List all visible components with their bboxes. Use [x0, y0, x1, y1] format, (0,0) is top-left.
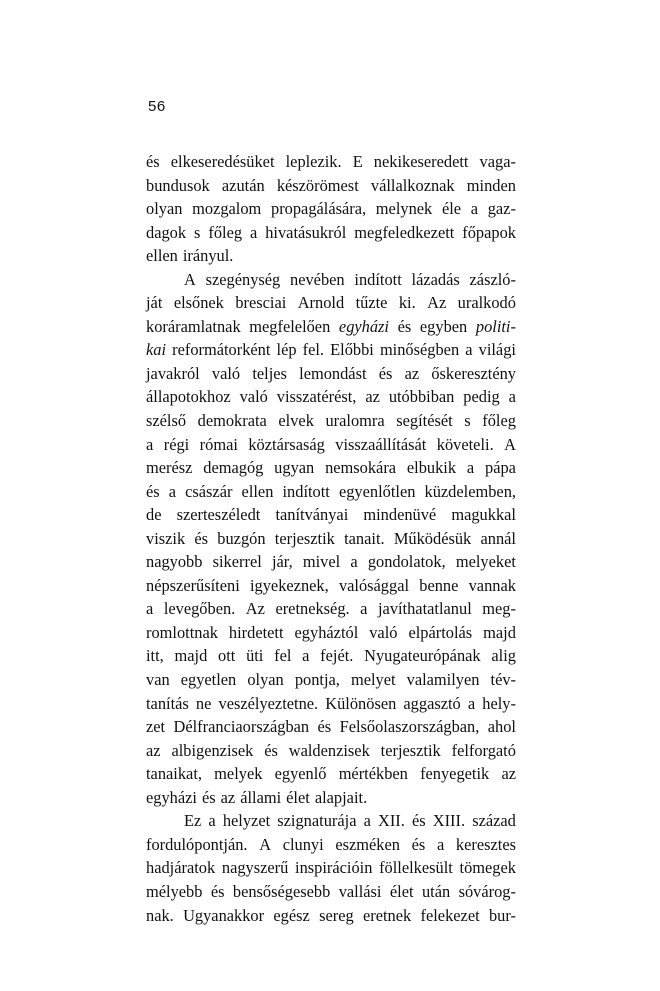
word: tév- — [490, 670, 516, 690]
body-text — [146, 150, 516, 927]
word: őskeresztény — [431, 363, 516, 383]
word: terjesztik — [380, 740, 441, 760]
word: való — [239, 387, 268, 407]
word: fel — [274, 646, 292, 666]
word: és — [264, 740, 278, 760]
word: javíthatatlanul — [377, 599, 472, 619]
word: van — [146, 670, 170, 690]
word: régi — [163, 434, 190, 454]
word: felforgató — [451, 740, 516, 760]
word: waldenzisek — [288, 740, 370, 760]
word: XIII. — [432, 811, 466, 831]
word: felekezet — [420, 905, 480, 925]
word: elvek — [278, 411, 314, 431]
word: alig — [491, 646, 516, 666]
word: clunyi — [282, 834, 324, 854]
word: viszik — [146, 528, 186, 548]
text-line — [146, 197, 516, 221]
word: üti — [246, 646, 264, 666]
word: Felsőolaszországban, — [339, 717, 480, 737]
word: küzdelemben, — [424, 481, 516, 501]
word: melyek — [214, 764, 263, 784]
text-line — [146, 338, 516, 362]
word: a — [436, 834, 445, 854]
text-line — [146, 456, 516, 480]
word: ahol — [487, 717, 516, 737]
word: zet — [146, 717, 166, 737]
word: A — [259, 834, 272, 854]
word: és — [201, 787, 216, 807]
word: nagyszerű — [221, 858, 289, 878]
word: lép — [276, 340, 297, 360]
word: buzgón — [217, 528, 266, 548]
word: melyeket — [455, 552, 516, 572]
word: pontja, — [294, 670, 340, 690]
word: kai — [146, 340, 167, 360]
word: tanítás — [146, 693, 189, 713]
word: nagyobb — [146, 552, 203, 572]
word: jár, — [271, 552, 293, 572]
word: Működésük — [393, 528, 472, 548]
word: megfeledkezett — [354, 222, 455, 242]
text-line — [146, 597, 516, 621]
word: bur- — [488, 905, 516, 925]
word: tanaikat, — [146, 764, 202, 784]
word: aggasztó — [403, 693, 461, 713]
word: inspirációin — [295, 858, 373, 878]
word: és — [411, 811, 426, 831]
word: hivatásukról — [265, 222, 347, 242]
word: elbukik — [406, 458, 457, 478]
word: lázadás — [411, 269, 460, 289]
word: Délfranciaországban — [173, 717, 310, 737]
word: ki. — [398, 293, 416, 313]
page-number: 56 — [148, 98, 166, 115]
word: romlottnak — [146, 622, 218, 642]
text-line — [146, 692, 516, 716]
word: melyet — [350, 670, 396, 690]
word: a — [465, 340, 473, 360]
word: magukkal — [451, 505, 516, 525]
word: főleg — [208, 222, 243, 242]
word: követeli. — [436, 434, 494, 454]
word: század — [472, 811, 516, 831]
word: koráramlatnak — [146, 316, 241, 336]
text-line — [146, 574, 516, 598]
word: a — [467, 693, 476, 713]
word: való — [369, 622, 398, 642]
word: meg- — [482, 599, 516, 619]
word: uralomra — [325, 411, 385, 431]
text-line — [146, 715, 516, 739]
word: nevében — [290, 269, 345, 289]
word: császár — [185, 481, 233, 501]
word: megfelelően — [249, 316, 331, 336]
text-line — [146, 809, 516, 833]
text-line — [146, 527, 516, 551]
word: majd — [174, 646, 208, 666]
word: Ez — [184, 811, 202, 831]
word: s — [194, 222, 201, 242]
word: bundusok — [146, 175, 210, 195]
word: a — [208, 811, 216, 831]
word: ott — [218, 646, 236, 666]
word: hirdetett — [228, 622, 284, 642]
word: azután — [221, 175, 265, 195]
word: gondolatok, — [367, 552, 446, 572]
word: hely- — [482, 693, 516, 713]
word: egyenlő — [274, 764, 327, 784]
word: indított — [282, 481, 330, 501]
word: E — [352, 152, 363, 171]
word: ellen — [146, 246, 178, 266]
word: pápa — [485, 458, 516, 478]
word: szélső — [146, 411, 187, 431]
word: merész — [146, 458, 193, 478]
word: bresciai — [235, 293, 287, 313]
word: utóbbiban — [388, 387, 455, 407]
text-line — [146, 550, 516, 574]
word: valósággal — [338, 575, 410, 595]
word: propagálására, — [271, 199, 367, 219]
word: szignaturája — [277, 811, 357, 831]
word: leplezik. — [285, 152, 342, 171]
word: albigenzisek — [171, 740, 254, 760]
text-line — [146, 480, 516, 504]
word: egyben — [419, 316, 468, 336]
word: reformátorként — [172, 340, 271, 360]
word: egyháztól — [294, 622, 359, 642]
word: és — [397, 316, 412, 336]
word: fel. — [302, 340, 325, 360]
word: egész — [273, 905, 310, 925]
word: és — [411, 834, 426, 854]
word: mélyebb — [146, 881, 203, 901]
word: indított — [354, 269, 402, 289]
word: zászló- — [469, 269, 516, 289]
text-line — [146, 362, 516, 386]
word: annál — [480, 528, 516, 548]
word: minőségben — [379, 340, 460, 360]
word: egyenlőtlen — [338, 481, 416, 501]
text-line — [146, 315, 516, 339]
word: vannak — [468, 575, 516, 595]
word: hadjáratok — [146, 858, 216, 878]
word: a — [146, 599, 154, 619]
word: bensőségesebb — [232, 881, 331, 901]
word: az — [365, 387, 380, 407]
word: és — [210, 881, 225, 901]
word: lemondást — [299, 363, 367, 383]
text-line — [146, 409, 516, 433]
word: Nyugateurópának — [364, 646, 481, 666]
word: ellen — [241, 481, 274, 501]
word: mozgalom — [192, 199, 262, 219]
word: elpártolás — [408, 622, 473, 642]
text-line — [146, 833, 516, 857]
word: élet — [286, 787, 310, 807]
text-line — [146, 856, 516, 880]
word: egyházi — [338, 316, 389, 336]
text-line — [146, 621, 516, 645]
word: olyan — [146, 199, 183, 219]
word: Különösen — [325, 693, 397, 713]
word: fenyegetik — [420, 764, 490, 784]
word: majd — [483, 622, 516, 642]
word: köztársaság — [248, 434, 325, 454]
text-line — [146, 174, 516, 198]
word: de — [146, 505, 162, 525]
word: demokrata — [197, 411, 267, 431]
word: visszaállítását — [335, 434, 427, 454]
word: XII. — [378, 811, 405, 831]
word: főpapok — [462, 222, 516, 242]
word: nak. — [146, 905, 174, 925]
word: melynek — [375, 199, 433, 219]
word: fordulópontján. — [146, 834, 248, 854]
word: Előbbi — [330, 340, 374, 360]
text-line — [146, 221, 516, 245]
word: sóvárog- — [458, 881, 516, 901]
word: segítését — [396, 411, 453, 431]
word: a — [168, 481, 177, 501]
word: és — [378, 363, 393, 383]
word: készörömest — [276, 175, 359, 195]
word: népszerűsíteni — [146, 575, 240, 595]
word: egyetlen — [180, 670, 237, 690]
word: sikerrel — [212, 552, 262, 572]
word: elkeseredésüket — [170, 152, 275, 171]
word: fejét. — [320, 646, 354, 666]
word: a — [360, 599, 368, 619]
word: a — [508, 387, 516, 407]
word: után — [421, 881, 451, 901]
word: dagok — [146, 222, 187, 242]
word: eretnek — [362, 905, 412, 925]
word: tömegek — [459, 858, 516, 878]
word: a — [350, 552, 358, 572]
word: az — [146, 740, 161, 760]
word: A — [504, 434, 516, 454]
word: és — [194, 528, 209, 548]
word: irányul. — [182, 246, 234, 266]
text-line — [146, 644, 516, 668]
word: olyan — [247, 670, 284, 690]
word: főleg — [482, 411, 516, 431]
word: az — [404, 363, 420, 383]
word: benne — [419, 575, 459, 595]
word: és — [146, 152, 160, 171]
word: politi- — [475, 316, 516, 336]
word: a — [363, 811, 371, 831]
word: állapotokhoz — [146, 387, 231, 407]
word: alapjait. — [314, 787, 368, 807]
text-line — [146, 503, 516, 527]
word: a — [146, 434, 154, 454]
word: eretnekség. — [275, 599, 350, 619]
text-line — [146, 739, 516, 763]
word: vaga- — [479, 152, 516, 171]
word: vállalkoznak — [370, 175, 455, 195]
word: terjesztik — [274, 528, 335, 548]
word: mivel — [302, 552, 341, 572]
word: vallási — [338, 881, 382, 901]
text-line — [146, 244, 516, 268]
word: ugyan — [274, 458, 315, 478]
text-line — [146, 268, 516, 292]
text-line — [146, 668, 516, 692]
word: igyekeznek, — [249, 575, 329, 595]
word: pedig — [463, 387, 500, 407]
word: állami — [240, 787, 282, 807]
word: mértékben — [338, 764, 408, 784]
word: az — [220, 787, 236, 807]
word: Az — [427, 293, 447, 313]
word: római — [199, 434, 238, 454]
text-line — [146, 433, 516, 457]
word: ne — [195, 693, 212, 713]
word: a — [466, 458, 475, 478]
word: világi — [478, 340, 516, 360]
word: tanait. — [344, 528, 385, 548]
word: szegénység — [205, 269, 281, 289]
word: uralkodó — [457, 293, 516, 313]
word: keresztes — [455, 834, 516, 854]
word: a — [250, 222, 258, 242]
word: egyházi — [146, 787, 197, 807]
word: Az — [245, 599, 265, 619]
text-line — [146, 150, 516, 174]
word: levegőben. — [163, 599, 236, 619]
word: szerteszéledt — [176, 505, 261, 525]
word: sereg — [319, 905, 354, 925]
text-line — [146, 904, 516, 928]
word: javakról — [146, 363, 200, 383]
word: tűzte — [355, 293, 388, 313]
text-line — [146, 762, 516, 786]
text-line — [146, 291, 516, 315]
word: mindenüvé — [363, 505, 437, 525]
word: nekikeseredett — [373, 152, 469, 171]
word: s — [464, 411, 471, 431]
word: föllelkesült — [379, 858, 453, 878]
word: gaz- — [487, 199, 516, 219]
word: teljes — [252, 363, 287, 383]
word: helyzet — [222, 811, 271, 831]
word: minden — [466, 175, 516, 195]
text-line — [146, 786, 516, 810]
word: ját — [146, 293, 163, 313]
word: a — [470, 199, 479, 219]
word: éle — [441, 199, 462, 219]
word: itt, — [146, 646, 164, 666]
word: elsőnek — [173, 293, 224, 313]
word: nemsokára — [325, 458, 397, 478]
word: való — [211, 363, 241, 383]
word: visszatérést, — [276, 387, 357, 407]
text-line — [146, 880, 516, 904]
word: az — [501, 764, 516, 784]
text-line — [146, 385, 516, 409]
word: A — [184, 269, 196, 289]
word: valamilyen — [406, 670, 480, 690]
word: Arnold — [297, 293, 345, 313]
word: eszméken — [335, 834, 400, 854]
word: élet — [389, 881, 414, 901]
word: a — [302, 646, 310, 666]
word: és — [317, 717, 332, 737]
word: veszélyeztetne. — [218, 693, 319, 713]
word: tanítványai — [275, 505, 349, 525]
word: és — [146, 481, 160, 501]
word: Ugyanakkor — [183, 905, 265, 925]
word: demagóg — [203, 458, 264, 478]
